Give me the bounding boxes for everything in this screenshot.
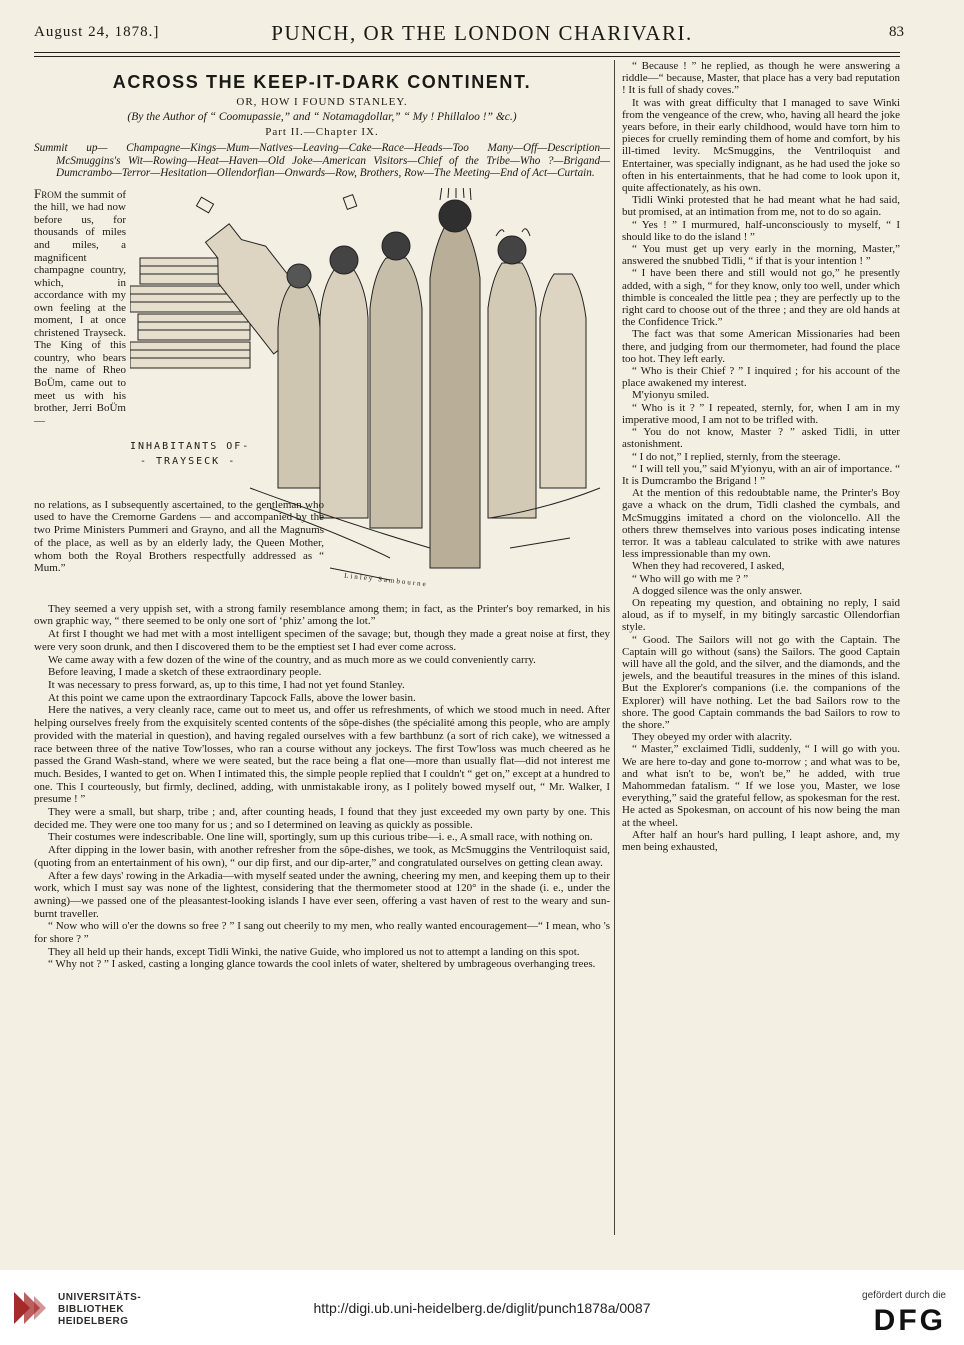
paragraph: It was necessary to press forward, as, up to this time, I had not yet found Stanley.: [48, 679, 405, 691]
paragraph: “ Good. The Sailors will not go with the Captain. The Captain will go without (sans) the Sailors. The good Captain will have all the gold, and the silver, and the diamonds, and the jewels, and the beautiful treasures in the mines of this island. But the Explorer's companions (i.e. the companions of the Explorer) will have nothing. Let the bad Sailors row to the shore. The good Captain commands the bad Sailors to row to the shore.”: [622, 633, 900, 731]
paragraph: When they had recovered, I asked,: [632, 560, 785, 573]
paragraph: “ Because ! ” he replied, as though he were answering a riddle—“ because, Master, that place has a very bad reputation ! It is full of shady coves.”: [622, 60, 900, 97]
paragraph: “ I have been there and still would not go,” he presently added, with a sigh, “ for they know, only too well, under which thimble is concealed the little pea ; they are perfectly up to the right card to choose out of the three ; and they are old hands at the Confidence Trick.”: [622, 267, 900, 329]
bottle-figure-6: [540, 274, 586, 488]
header-rule: [34, 52, 900, 53]
paragraph: They were a small, but sharp, tribe ; and, after counting heads, I found that they just exceeded my own party by one. This decided me. They were one too many for us ; and so I determined on leaving as quickly as possible.: [34, 806, 610, 831]
library-line: UNIVERSITÄTS-: [58, 1292, 142, 1303]
opening-text: [34, 185, 127, 427]
paragraph: It was with great difficulty that I managed to save Winki from the vengeance of the crew, who, having all heard the joke years before, in their early childhood, would have torn him to pieces for cruelly reminding them of home and comfort, by his ill-timed levity. McSmuggins, the Ventriloquist and Entertainer, was specially indignant, as he had used the joke so often in his entertainments, that he had come to look upon it, quite affectionately, as his own.: [622, 96, 900, 195]
figure-block: [34, 185, 610, 603]
paragraph: After a few days' rowing in the Arkadia—with myself seated under the awning, cheering my men, and keeping them up to their work, which I must say was none of the lightest, considering that the thermometer stood at 120° in the shade (i. e., under the awning)—we passed one of the pleasantest-looking islands I have ever seen, offering a vast haven of rest to the weary and sun-burnt traveller.: [34, 869, 610, 920]
article-part: Part II.—Chapter IX.: [265, 126, 379, 138]
paragraph: We came away with a few dozen of the wine of the country, and as much more as we could conveniently carry.: [48, 653, 536, 666]
paragraph: After dipping in the lower basin, with another refresher from the sôpe-dishes, we took, as McSmuggins the Ventriloquist said, (quoting from an entertainment of his own), “ our dip first, and our dip-arter,” and congratulated ourselves on getting clean away.: [34, 844, 610, 869]
bottle-figure-5: [488, 229, 536, 518]
paragraph: At the mention of this redoubtable name, the Printer's Boy gave a whack on the drum, Tidli clashed the cymbals, and McSmuggins imitated a chord on the violoncello. All the others threw themselves into various poses indicating intense terror. It was a tableau calculated to strike with awe natures less impressionable than my own.: [622, 487, 900, 561]
paragraph: The fact was that some American Missionaries had been there, and judging from our thermometer, had found the place too hot. They left early.: [622, 328, 900, 365]
figure-caption-line2: - TRAYSECK -: [140, 455, 237, 467]
paragraph: On repeating my question, and obtaining no reply, I said aloud, as if to myself, in my bitingly sarcastic Ollendorfian style.: [622, 596, 900, 634]
library-line: HEIDELBERG: [58, 1316, 129, 1327]
cork-icon: [196, 194, 356, 212]
paragraph: “ Who is it ? ” I repeated, sternly, for, when I am in my imperative mood, I am not to be trifled with.: [622, 401, 900, 426]
article-title: ACROSS THE KEEP-IT-DARK CONTINENT.: [112, 72, 532, 92]
opening-paragraph: the summit of the hill, we had now before us, for thousands of miles and miles, a magnificent champagne country, which, in accordance with my own feeling at the moment, I at once christened Trayseck. The King of this country, who bears the name of Rheo BoÜm, came out to meet us with his brother, Jerri BoÜm—: [34, 188, 127, 427]
article-subtitle: OR, HOW I FOUND STANLEY.: [236, 96, 408, 108]
column-divider: [614, 60, 615, 1235]
left-column: [34, 66, 610, 971]
paragraph: “ You do not know, Master ? ” asked Tidli, in utter astonishment.: [622, 426, 900, 451]
issue-date: August 24, 1878.]: [34, 24, 160, 40]
library-line: BIBLIOTHEK: [58, 1304, 125, 1315]
paragraph: Tidli Winki protested that he had meant what he had said, but promised, at an intimation from me, not to do so again.: [622, 194, 900, 219]
funding-label: gefördert durch die: [862, 1290, 946, 1301]
paragraph: “ Yes ! ” I murmured, half-unconsciously to myself, “ I should like to do the island ! ”: [622, 218, 900, 243]
paragraph: At this point we came upon the extraordinary Tapcock Falls, above the lower basin.: [48, 691, 416, 704]
paragraph: “ I will tell you,” said M'yionyu, with an air of importance. “ It is Dumcrambo the Brigand ! ”: [622, 462, 900, 487]
paragraph: After half an hour's hard pulling, I leapt ashore, and, my men being exhausted,: [622, 828, 900, 853]
paragraph: They obeyed my order with alacrity.: [632, 731, 792, 744]
bottle-figure-1: [278, 264, 320, 488]
paragraph: Before leaving, I made a sketch of these extraordinary people.: [48, 666, 322, 679]
paragraph: “ Master,” exclaimed Tidli, suddenly, “ I will go with you. We are here to-day and gone to-morrow ; and what was to be, and what isn't to be, won't be,” he added, with true Mahommedan fatalism. “ If we lose you, Master, we lose everything,” said the grateful fellow, as spokesman for the rest. He acted as Spokesman, on account of his now being the man at the wheel.: [622, 743, 900, 829]
right-column: [622, 60, 900, 853]
bottle-figure-2: [320, 246, 368, 518]
page-url-link[interactable]: http://digi.ub.uni-heidelberg.de/diglit/punch1878a/0087: [313, 1300, 651, 1316]
left-body: [34, 603, 610, 971]
paragraph: M'yionyu smiled.: [632, 389, 710, 402]
paragraph: They all held up their hands, except Tidli Winki, the native Guide, who implored us not to attempt a landing on this spot.: [48, 945, 580, 958]
paragraph: “ Why not ? ” I asked, casting a longing glance towards the cool inlets of water, sheltered by umbrageous overhanging trees.: [48, 958, 596, 971]
paragraph: Here the natives, a very cleanly race, came out to meet us, and offer us refreshments, of which we stood much in need. After helping ourselves freely from the exquisitely scented contents of the sôpe-dishes (the spécialité among this people, who are amply provided with the material in question), and having regaled ourselves with a few barthbunz (a sort of rich cake), we witnessed a race between three of the native Tow'losses, who ran a course without any jockeys. The first Tow'loss was much cheered as he passed the Grand Wash-stand, where we were seated, but the race being a flat one—more than usually flat—did not interest me much. Besides, I wanted to get on. When I intimated this, the simple people replied that I couldn't “ get on,” except at a hundred to one. This I courteously, but firmly, declined, adding, with unmistakable irony, as I politely bowed myself out, “ Mr. Walker, I presume ! ”: [34, 704, 610, 806]
opening-continued: no relations, as I subsequently ascertained, to the gentleman who used to have the Cremorne Gardens — and accompanied by the two Prime Ministers Pummeri and Grayno, and all the Magnums of the place, as well as by an elderly lady, the Queen Mother, whom both the Royal Brothers respectfully addressed as “ Mum.”: [34, 498, 324, 575]
dfg-logo: DFG: [873, 1304, 946, 1337]
paragraph: Their costumes were indescribable. One line will, sportingly, sum up this curious tribe—i. e., A small race, with nothing on.: [48, 831, 593, 844]
header-rule-thin: [34, 56, 900, 57]
paragraph: “ Who will go with me ? ”: [632, 572, 749, 585]
figure-caption: [130, 441, 250, 467]
paragraph: At first I thought we had met with a most intelligent specimen of the savage; but, though they made a great noise at first, they were very soon drunk, and then I discovered them to be the emptiest set I had ever come across.: [34, 628, 610, 653]
page-number: 83: [889, 24, 904, 40]
publication-title: PUNCH, OR THE LONDON CHARIVARI.: [271, 21, 693, 45]
viewer-footer: [0, 1270, 964, 1345]
paragraph: “ Who is their Chief ? ” I inquired ; for his account of the place awakened my interest.: [622, 365, 900, 390]
artist-signature: Linley Sambourne: [343, 571, 429, 589]
right-body: [622, 60, 900, 853]
paragraph: A dogged silence was the only answer.: [632, 584, 803, 597]
paragraph: “ You must get up very early in the morning, Master,” answered the snubbed Tidli, “ if that is your intention ! ”: [622, 243, 900, 268]
figure-caption-line1: INHABITANTS OF-: [130, 440, 251, 452]
paragraph: “ I do not,” I replied, sternly, from the steerage.: [632, 450, 841, 463]
paragraph: They seemed a very uppish set, with a strong family resemblance among them; in fact, as the Printer's boy remarked, in his own graphic way, “ there seemed to be only one sort of ‘phiz’ among the lot.”: [34, 602, 610, 628]
bottle-figure-3: [370, 232, 422, 528]
drop-cap: From: [34, 185, 62, 201]
paragraph: “ Now who will o'er the downs so free ? ” I sang out cheerily to my men, who really wanted encouragement—“ I mean, who 's for shore ? ”: [34, 920, 610, 946]
page-header: [0, 21, 964, 50]
article-byline: (By the Author of “ Coomupassie,” and “ Notamagdollar,” “ My ! Phillaloo !” &c.): [127, 111, 517, 123]
bottle-figure-4: [430, 188, 480, 568]
chapter-summary: Summit up— Champagne—Kings—Mum—Natives—Leaving—Cake—Race—Heads—Too Many—Off—Description—McSmuggins's Wit—Rowing—Heat—Haven—Old Joke—American Visitors—Chief of the Tribe—Who ?—Brigand—Dumcrambo—Terror—Hesitation—Ollendorfian—Onwards—Row, Brothers, Row—The Meeting—End of Act—Curtain.: [34, 142, 610, 180]
